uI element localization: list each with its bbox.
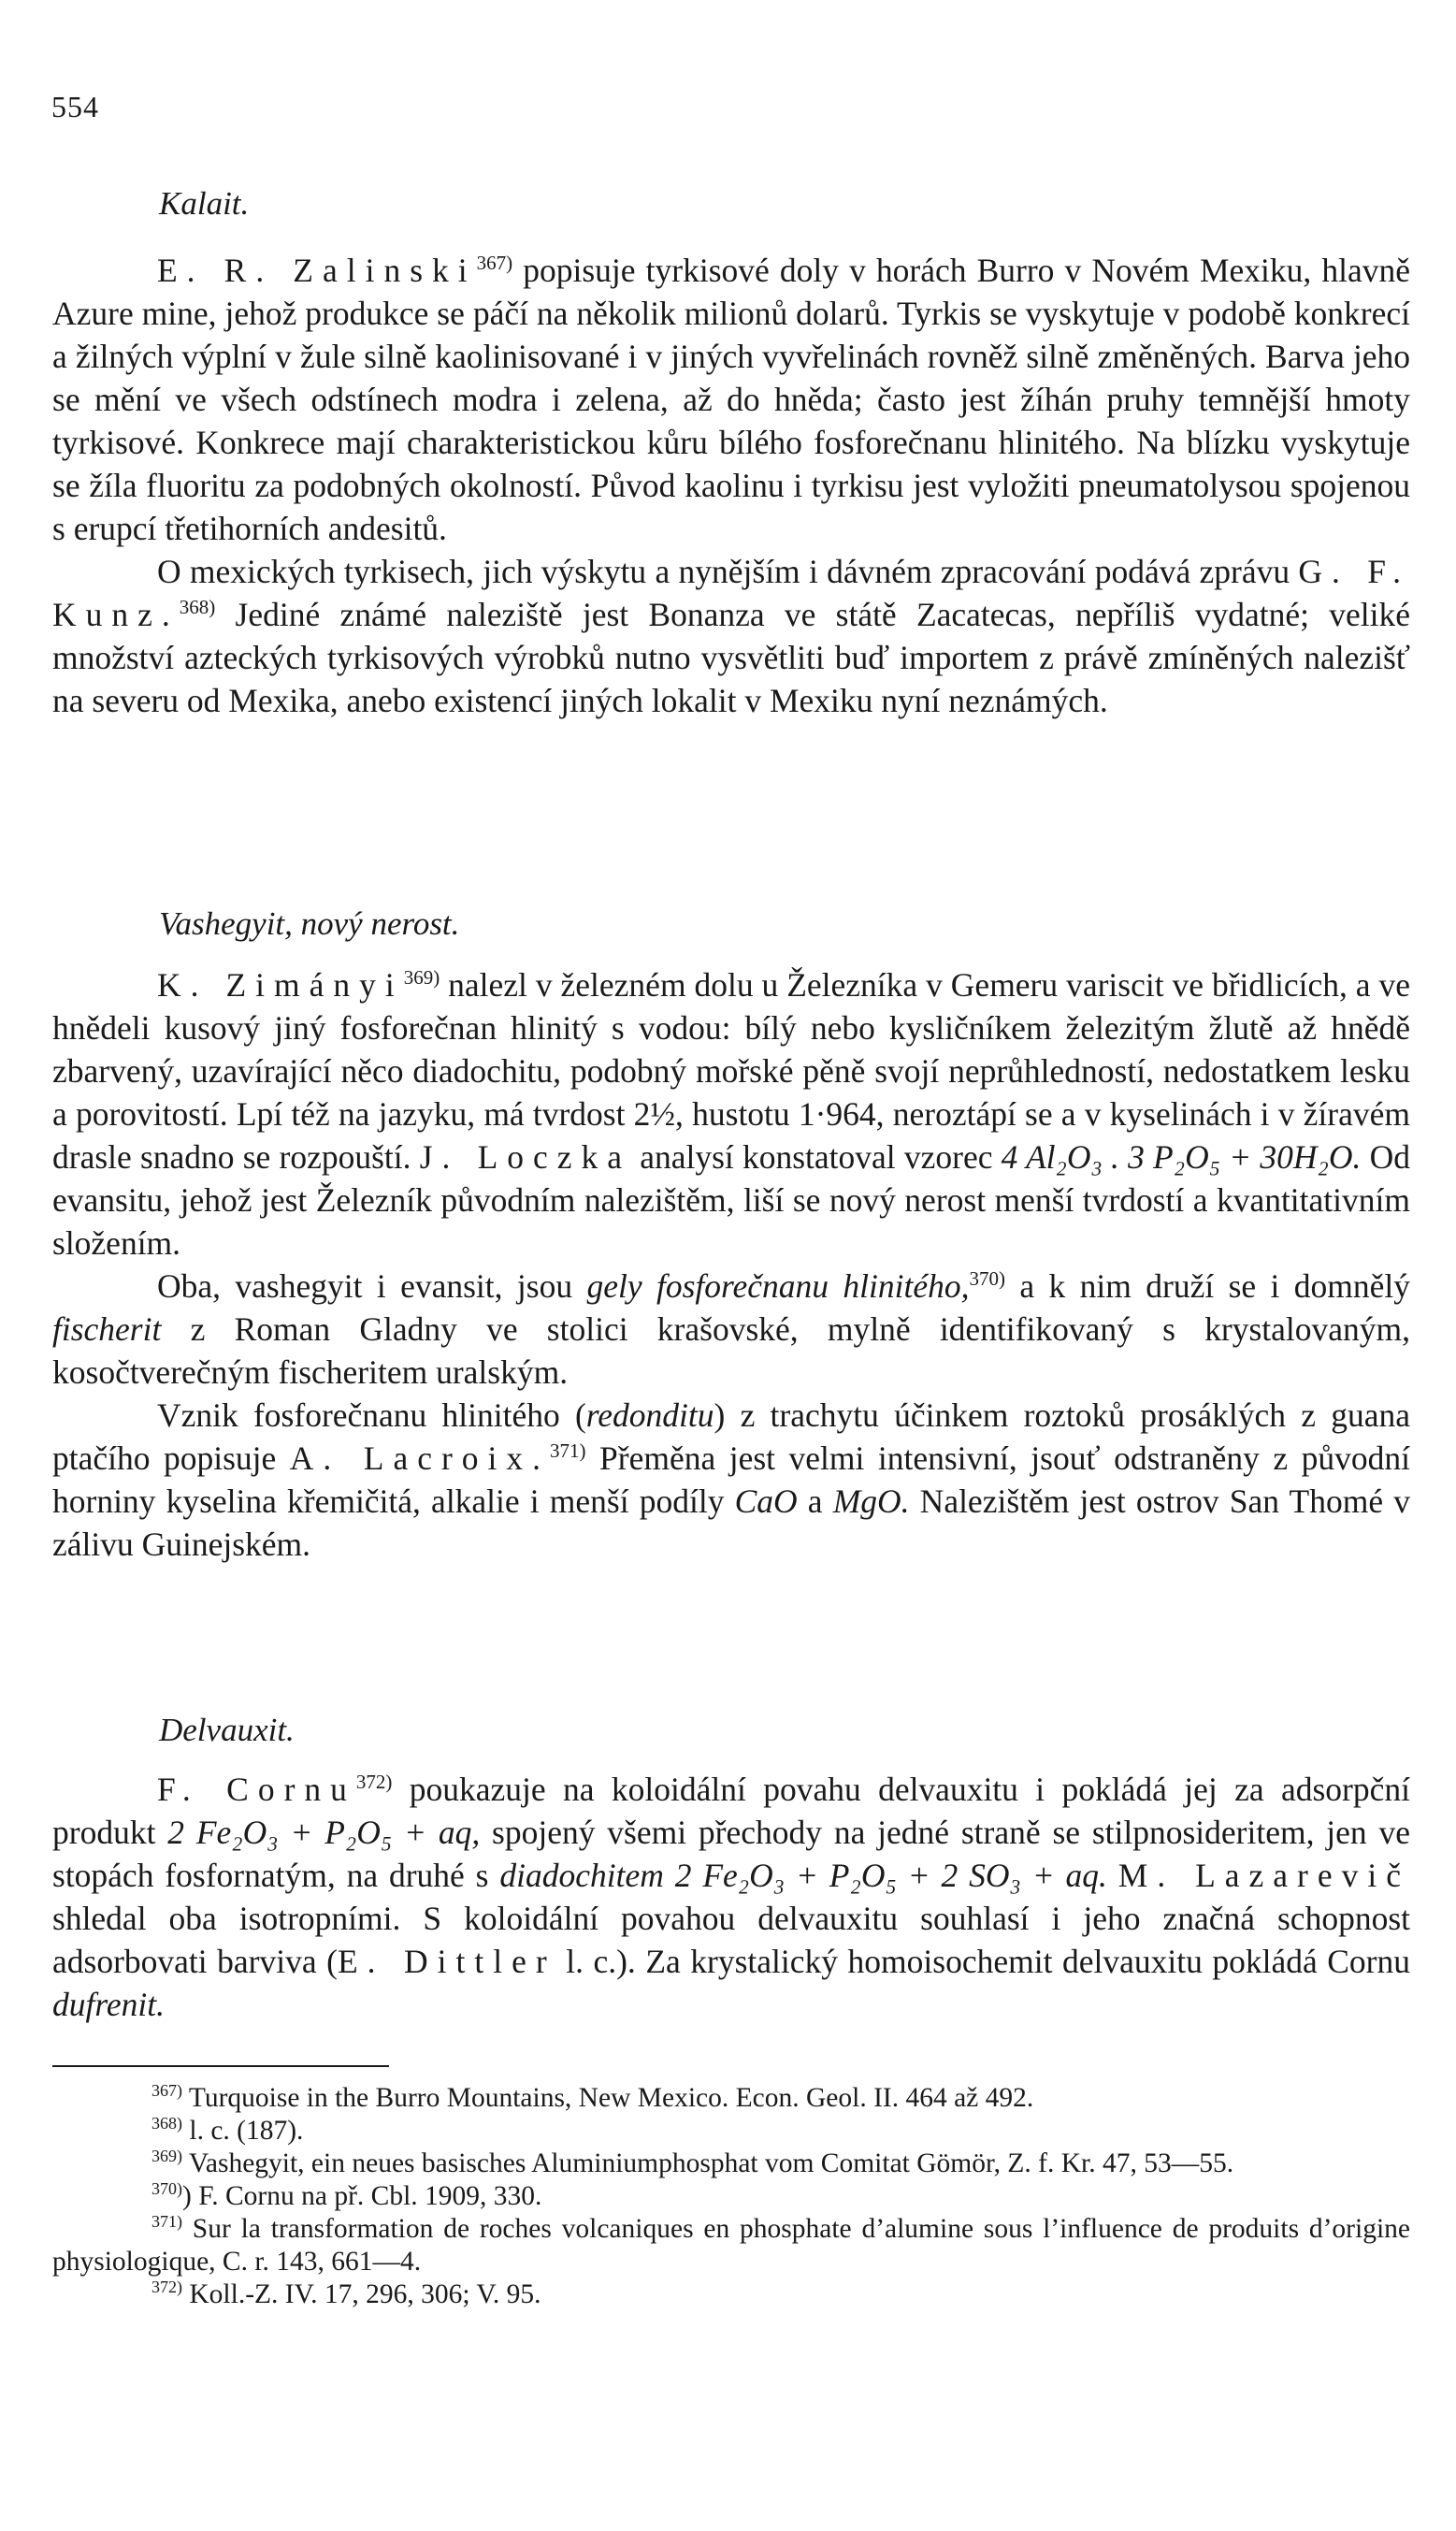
paragraph-text: analysí konstatoval vzorec (631, 1138, 1002, 1176)
paragraph (52, 1265, 1410, 1394)
paragraph-text: Oba, vashegyit i evansit, jsou (157, 1267, 587, 1305)
footnote-number: 369) (151, 2147, 182, 2166)
footnote-text: ) F. Cornu na př. Cbl. 1909, 330. (182, 2181, 542, 2211)
paragraph (52, 1394, 1410, 1566)
section-kalait (52, 249, 1410, 722)
paragraph-text: nalezl v železném dolu u Železníka v Gemeru variscit ve břidlicích, a ve hnědeli kusový jiný fosforečnan hlinitý s vodou: bílý nebo kysličníkem železitým žlutě až hnědě zbarvený, uzavírající něco diadochitu, podobný mořské pěně svojí neprůhledností, nedostatkem lesku a porovitostí. Lpí též na jazyku, má tvrdost 2½, hustotu 1·964, neroztápí se a v kyselinách i v žíravém drasle snadno se rozpouští. (52, 966, 1410, 1176)
footnote-text: l. c. (187). (182, 2116, 304, 2146)
chemical-formula: MgO. (832, 1482, 910, 1520)
italic-term: redonditu (585, 1396, 714, 1434)
section-heading-kalait: Kalait. (159, 185, 250, 222)
section-heading-vashegyit: Vashegyit, nový nerost. (159, 905, 460, 942)
paragraph-text: popisuje tyrkisové doly v horách Burro v Novém Mexiku, hlavně Azure mine, jehož produkce se páčí na několik milionů dolarů. Tyrkis se vyskytuje v podobě konkrecí a žilných výplní v žule silně kaolinisované i v jiných vyvřelinách rovněž silně změněných. Barva jeho se mění ve všech odstínech modra i zelena, až do hněda; často jest žíhán pruhy temnější hmoty tyrkisové. Konkrece mají charakteristickou kůru bílého fosforečnanu hlinitého. Na blízku vyskytuje se žíla fluoritu za podobných okolností. Původ kaolinu i tyrkisu jest vyložiti pneumatolysou spojenou s erupcí třetihorních andesitů. (52, 252, 1410, 547)
paragraph-text: shledal oba isotropními. S koloidální povahou delvauxitu souhlasí i jeho značná schopnost adsorbovati barviva ( (52, 1900, 1410, 1980)
author-name: M. Lazarevič (1117, 1857, 1411, 1894)
footnote (52, 2180, 1410, 2213)
footnote-number: 371) (151, 2212, 182, 2232)
paragraph (52, 550, 1410, 722)
paragraph-text: a (797, 1482, 833, 1520)
author-name: J. Loczka (419, 1138, 632, 1176)
author-name: A. Lacroix. (289, 1439, 551, 1477)
footnote-ref: 368) (179, 596, 216, 619)
footnote (52, 2148, 1410, 2180)
author-name: E. Dittler (337, 1943, 556, 1980)
paragraph-text: spojený všemi přechody na jedné straně se stilpnosideritem, jen ve stopách fosfornatým, na druhé s (52, 1814, 1410, 1894)
footnote-ref: 372) (355, 1771, 393, 1794)
author-name: E. R. Zalinski (157, 252, 477, 289)
author-name: K. Zimányi (157, 966, 404, 1004)
page-number: 554 (51, 90, 99, 123)
paragraph (52, 249, 1410, 550)
author-name: F. Cornu (157, 1771, 356, 1808)
paragraph-text: Jediné známé naleziště jest Bonanza ve státě Zacatecas, nepříliš vydatné; veliké množství azteckých tyrkisových výrobků nutno vysvětliti buď importem z právě zmíněných nalezišť na severu od Mexika, anebo existencí jiných lokalit v Mexiku nyní neznámých. (52, 596, 1410, 719)
italic-term: fischerit (52, 1310, 162, 1348)
chemical-formula: 2 Fe₂O₃ + P₂O₅ + aq, (167, 1814, 481, 1851)
footnote-text: Koll.-Z. IV. 17, 296, 306; V. 95. (182, 2279, 541, 2309)
footnote-text: Sur la transformation de roches volcaniques en phosphate d’alumine sous l’influence de produits d’origine physiologique, C. r. 143, 661—4. (52, 2214, 1410, 2277)
footnote (52, 2082, 1410, 2115)
chemical-formula: 4 Al₂O₃ . 3 P₂O₅ + 30H₂O. (1001, 1138, 1362, 1176)
footnote-ref: 367) (476, 252, 513, 275)
section-delvauxit (52, 1768, 1410, 2026)
chemical-formula: CaO (734, 1482, 798, 1520)
footnote (52, 2213, 1410, 2278)
italic-term: dufrenit. (52, 1986, 165, 2023)
footnote-text: Vashegyit, ein neues basisches Aluminiumphosphat vom Comitat Gömör, Z. f. Kr. 47, 53—55. (182, 2148, 1234, 2178)
author-name: G. F. Kunz. (52, 553, 1410, 633)
footnote-text: Turquoise in the Burro Mountains, New Mexico. Econ. Geol. II. 464 až 492. (182, 2083, 1034, 2113)
paragraph-text: z Roman Gladny ve stolici krašovské, mylně identifikovaný s krystalovaným, kosočtverečným fischeritem uralským. (52, 1310, 1410, 1391)
footnote-ref: 370) (969, 1267, 1005, 1291)
footnote (52, 2115, 1410, 2148)
footnote-ref: 371) (550, 1439, 586, 1463)
footnote-ref: 369) (403, 966, 440, 990)
paragraph (52, 963, 1410, 1265)
paragraph-text: l. c.). Za krystalický homoisochemit delvauxitu pokládá Cornu (555, 1943, 1410, 1980)
paragraph-text: poukazuje na koloidální povahu delvauxitu i pokládá jej za adsorpční produkt (52, 1771, 1410, 1851)
section-heading-delvauxit: Delvauxit. (159, 1712, 295, 1748)
paragraph-text (1107, 1857, 1118, 1894)
footnote-number: 367) (151, 2081, 182, 2101)
footnote-number: 368) (151, 2114, 182, 2133)
section-vashegyit (52, 963, 1410, 1566)
paragraph-text: Vznik fosforečnanu hlinitého ( (157, 1396, 586, 1434)
footnote-number: 372) (151, 2278, 182, 2297)
paragraph-text: Přeměna jest velmi intensivní, jsouť odstraněny z původní horniny kyselina křemičitá, alkalie i menší podíly (52, 1439, 1410, 1520)
paragraph-text: a k nim druží se i domnělý (1004, 1267, 1410, 1305)
chemical-formula: 2 Fe₂O₃ + P₂O₅ + 2 SO₃ + aq. (663, 1857, 1107, 1894)
paragraph-text: O mexických tyrkisech, jich výskytu a nynějším i dávném zpracování podává zprávu (157, 553, 1299, 590)
footnote-number: 370) (151, 2179, 182, 2199)
paragraph-text: ) z trachytu účinkem roztoků prosáklých z guana ptačího popisuje (52, 1396, 1410, 1477)
paragraph (52, 1768, 1410, 2026)
footnotes (52, 2082, 1410, 2311)
paragraph-text: Od evansitu, jehož jest Železník původním nalezištěm, liší se nový nerost menší tvrdostí a kvantitativním složením. (52, 1138, 1410, 1262)
paragraph-text: Nalezištěm jest ostrov San Thomé v zálivu Guinejském. (52, 1482, 1410, 1563)
footnote (52, 2278, 1410, 2311)
italic-term: diadochitem (499, 1857, 664, 1894)
footnote-divider (52, 2065, 389, 2067)
italic-term: gely fosforečnanu hlinitého, (586, 1267, 970, 1305)
